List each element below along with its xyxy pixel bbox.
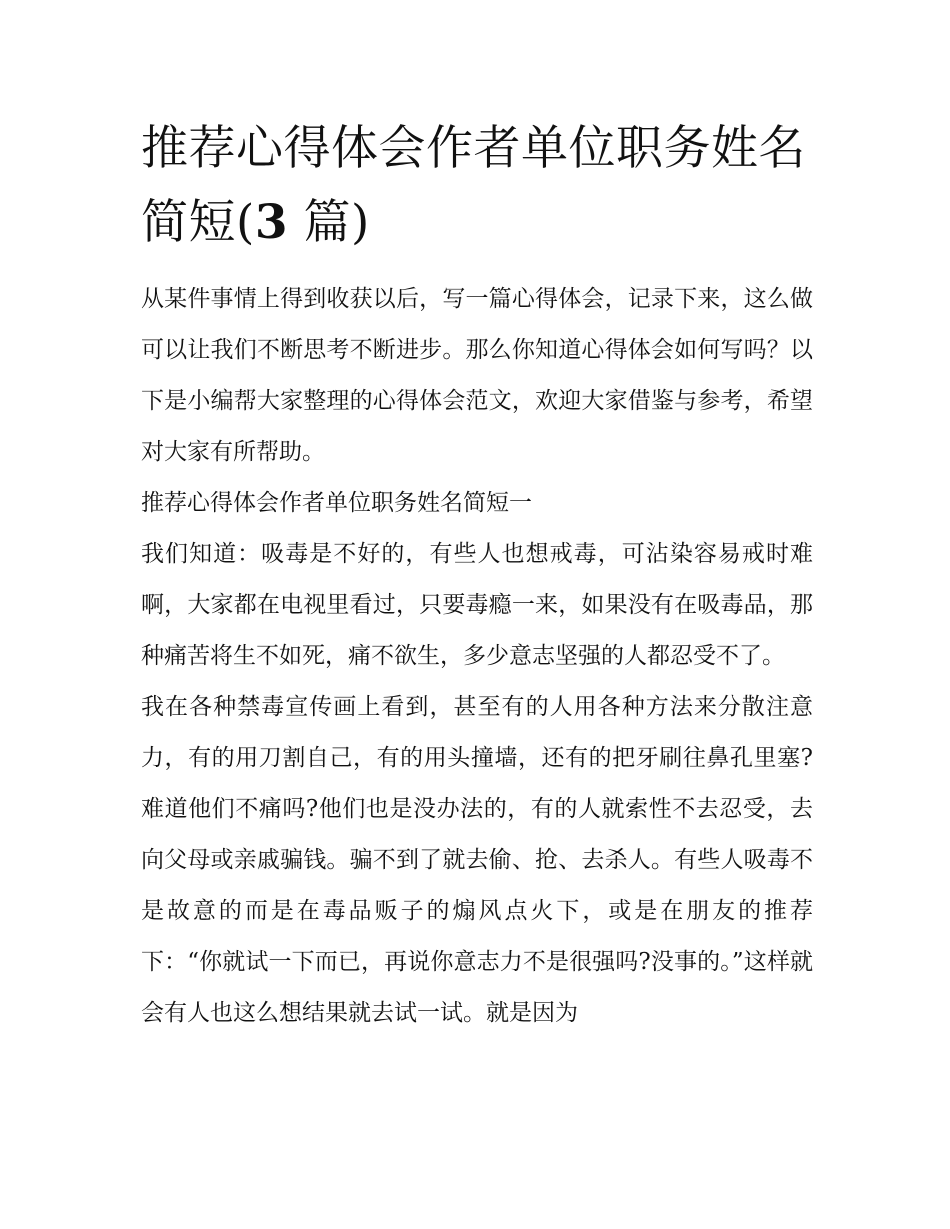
intro-paragraph: 从某件事情上得到收获以后，写一篇心得体会，记录下来，这么做可以让我们不断思考不断进步。那么你知道心得体会如何写吗？以下是小编帮大家整理的心得体会范文，欢迎大家借鉴与参考，希望对大家有所帮助。 bbox=[141, 286, 813, 465]
title-text-part1: 推荐心得体会作者单位职务姓名简短( bbox=[141, 121, 806, 250]
section-heading: 推荐心得体会作者单位职务姓名简短一 bbox=[141, 490, 532, 516]
document-body bbox=[141, 274, 813, 1039]
title-text-part2: 篇) bbox=[288, 195, 370, 250]
title-count: 3 bbox=[254, 195, 289, 250]
body-paragraph: 我在各种禁毒宣传画上看到，甚至有的人用各种方法来分散注意力，有的用刀割自己，有的用头撞墙，还有的把牙刷往鼻孔里塞?难道他们不痛吗?他们也是没办法的，有的人就索性不去忍受，去向父母或亲戚骗钱。骗不到了就去偷、抢、去杀人。有些人吸毒不是故意的而是在毒品贩子的煽风点火下，或是在朋友的推荐下：“你就试一下而已，再说你意志力不是很强吗?没事的。”这样就会有人也这么想结果就去试一试。就是因为 bbox=[141, 694, 813, 1026]
document-content bbox=[141, 112, 813, 1039]
body-paragraph: 我们知道：吸毒是不好的，有些人也想戒毒，可沾染容易戒时难啊，大家都在电视里看过，只要毒瘾一来，如果没有在吸毒品，那种痛苦将生不如死，痛不欲生，多少意志坚强的人都忍受不了。 bbox=[141, 541, 813, 669]
document-title bbox=[141, 112, 813, 260]
